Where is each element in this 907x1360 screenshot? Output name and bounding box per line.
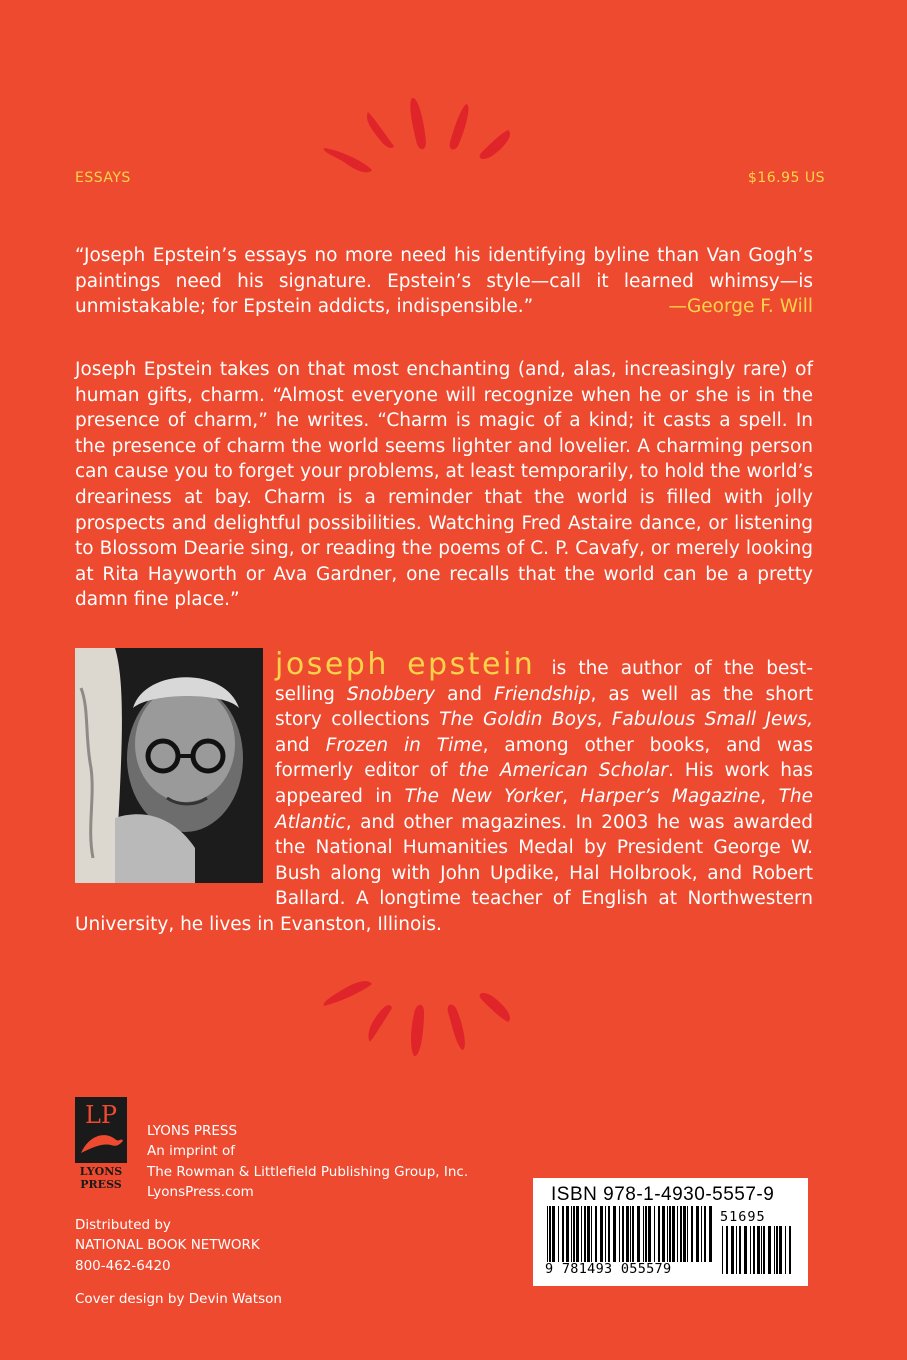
price-code: 51695 xyxy=(720,1209,766,1225)
bio-text: and xyxy=(275,734,326,756)
barcode-bars xyxy=(545,1206,715,1262)
barcode-bar xyxy=(667,1206,668,1262)
book-title: The Goldin Boys xyxy=(439,709,597,731)
barcode-bar xyxy=(571,1206,572,1262)
barcode-bar xyxy=(587,1206,590,1262)
isbn-text: ISBN 978-1-4930-5557-9 xyxy=(551,1184,775,1205)
barcode-bar xyxy=(704,1206,706,1262)
barcode-bar xyxy=(753,1226,755,1274)
distributor-info xyxy=(75,1215,260,1276)
review-quote xyxy=(75,243,813,320)
barcode-bar xyxy=(658,1206,660,1262)
book-title: Fabulous Small Jews, xyxy=(611,709,813,731)
distributor-label: Distributed by xyxy=(75,1217,171,1233)
barcode-bar xyxy=(761,1226,762,1274)
barcode-bar xyxy=(576,1206,579,1262)
barcode-bar xyxy=(573,1206,575,1262)
barcode-bar xyxy=(701,1206,702,1262)
magazine-title: the American Scholar xyxy=(458,760,668,782)
barcode-bar xyxy=(739,1226,741,1274)
price-label: $16.95 US xyxy=(747,170,825,186)
logo-line2: PRESS xyxy=(80,1178,122,1191)
book-title: Snobbery xyxy=(346,683,436,705)
barcode-bar xyxy=(677,1206,678,1262)
barcode-bar xyxy=(549,1206,551,1262)
barcode-bar xyxy=(566,1206,569,1262)
barcode-bar xyxy=(750,1226,751,1274)
barcode-bar xyxy=(630,1206,631,1262)
cover-credit: Cover design by Devin Watson xyxy=(75,1291,282,1307)
barcode-bar xyxy=(581,1206,582,1262)
barcode-bar xyxy=(622,1206,624,1262)
bio-text: , xyxy=(760,785,779,807)
publisher-imprint: An imprint of xyxy=(147,1143,236,1160)
logo-letters: LP xyxy=(84,1101,118,1129)
barcode-bar xyxy=(763,1226,765,1274)
distributor-phone: 800-462-6420 xyxy=(75,1257,171,1274)
isbn-barcode xyxy=(533,1178,808,1286)
barcode-bar xyxy=(680,1206,682,1262)
quote-attribution: —George F. Will xyxy=(668,296,813,318)
barcode-bar xyxy=(726,1226,728,1274)
brush-strokes-top xyxy=(310,90,550,190)
barcode-bar xyxy=(608,1206,610,1262)
author-bio xyxy=(75,647,813,938)
barcode-bar xyxy=(722,1226,723,1274)
barcode-bar xyxy=(776,1226,778,1274)
bio-text: , xyxy=(562,785,581,807)
publisher-website: LyonsPress.com xyxy=(147,1183,254,1200)
barcode-bar xyxy=(736,1226,737,1274)
bio-text: , xyxy=(596,709,612,731)
barcode-bar xyxy=(562,1206,564,1262)
barcode-bar xyxy=(691,1206,693,1262)
barcode-bar xyxy=(552,1206,555,1262)
author-name: joseph epstein xyxy=(275,647,536,682)
barcode-bar xyxy=(600,1206,603,1262)
barcode-bar xyxy=(683,1206,686,1262)
ean-digits: 9 781493 055579 xyxy=(545,1261,672,1277)
barcode-bar xyxy=(654,1206,655,1262)
quote-text: “Joseph Epstein’s essays no more need his identifying byline than Van Gogh’s paintings need his signature. Epstein’s style—call it learned whimsy—is unmistakable; for Epstein addicts, indispensible.” xyxy=(75,245,813,318)
publisher-group: The Rowman & Littlefield Publishing Group, Inc. xyxy=(147,1163,469,1180)
barcode-bar xyxy=(605,1206,606,1262)
barcode-bar xyxy=(626,1206,629,1262)
category-label: ESSAYS xyxy=(75,170,131,186)
lyons-press-logo xyxy=(75,1097,127,1191)
barcode-bar xyxy=(637,1206,640,1262)
brush-strokes-bottom xyxy=(310,962,550,1062)
barcode-bar xyxy=(595,1206,597,1262)
publisher-info xyxy=(147,1121,468,1202)
barcode-bar xyxy=(672,1206,675,1262)
barcode-bar xyxy=(662,1206,665,1262)
barcode-bar xyxy=(774,1226,775,1274)
barcode-bar xyxy=(779,1226,782,1274)
barcode-bar xyxy=(744,1226,747,1274)
publisher-name: LYONS PRESS xyxy=(147,1123,238,1139)
barcode-bar xyxy=(584,1206,586,1262)
book-title: Frozen in Time xyxy=(325,734,483,756)
barcode-bar xyxy=(648,1206,651,1262)
bio-text: and xyxy=(435,683,494,705)
barcode-bar xyxy=(613,1206,616,1262)
logo-line1: LYONS xyxy=(79,1165,123,1178)
magazine-title: Harper’s Magazine xyxy=(580,785,761,807)
bio-text: . His work has appeared in xyxy=(275,760,813,807)
barcode-bar xyxy=(687,1206,688,1262)
barcode-bar xyxy=(591,1206,592,1262)
barcode-bar xyxy=(547,1206,548,1262)
barcode-bar xyxy=(669,1206,671,1262)
book-description: Joseph Epstein takes on that most enchanting (and, alas, increasingly rare) of human gifts, charm. “Almost everyone will recognize when he or she is in the presence of charm,” he writes. “Charm is magic of a kind; it casts a spell. In the presence of charm the world seems lighter and lovelier. A charming person can cause you to forget your problems, at least temporarily, to hold the world’s dreariness at bay. Charm is a reminder that the world is filled with jolly prospects and delightful possibilities. Watching Fred Astaire dance, or listening to Blossom Dearie sing, or reading the poems of C. P. Cavafy, or merely looking at Rita Hayworth or Ava Gardner, one recalls that the world can be a pretty damn fine place.” xyxy=(75,359,813,611)
book-title: Friendship xyxy=(493,683,591,705)
magazine-title: The Atlantic xyxy=(275,785,813,833)
barcode-bar xyxy=(632,1206,634,1262)
distributor-name: NATIONAL BOOK NETWORK xyxy=(75,1237,260,1254)
price-barcode-bars xyxy=(720,1226,796,1276)
barcode-bar xyxy=(645,1206,647,1262)
barcode-bar xyxy=(768,1226,771,1274)
magazine-title: The New Yorker xyxy=(404,785,563,807)
barcode-bar xyxy=(643,1206,644,1262)
barcode-bar xyxy=(731,1226,734,1274)
bio-text: , among other books, and was formerly editor of xyxy=(275,734,813,782)
barcode-bar xyxy=(709,1206,712,1262)
barcode-bar xyxy=(785,1226,786,1274)
bio-text: , and other magazines. In 2003 he was awarded the National Humanities Medal by President George W. Bush along with John Updike, Hal Holbrook, and Robert Ballard. A longtime teacher of English at Northwestern University, he lives in Evanston, Illinois. xyxy=(75,811,813,935)
barcode-bar xyxy=(789,1226,791,1274)
barcode-bar xyxy=(558,1206,559,1262)
bio-text: is the author of the best-selling xyxy=(275,658,813,705)
barcode-bar xyxy=(757,1226,760,1274)
barcode-bar xyxy=(619,1206,620,1262)
bio-text: , as well as the short story collections xyxy=(275,683,813,731)
barcode-bar xyxy=(696,1206,699,1262)
